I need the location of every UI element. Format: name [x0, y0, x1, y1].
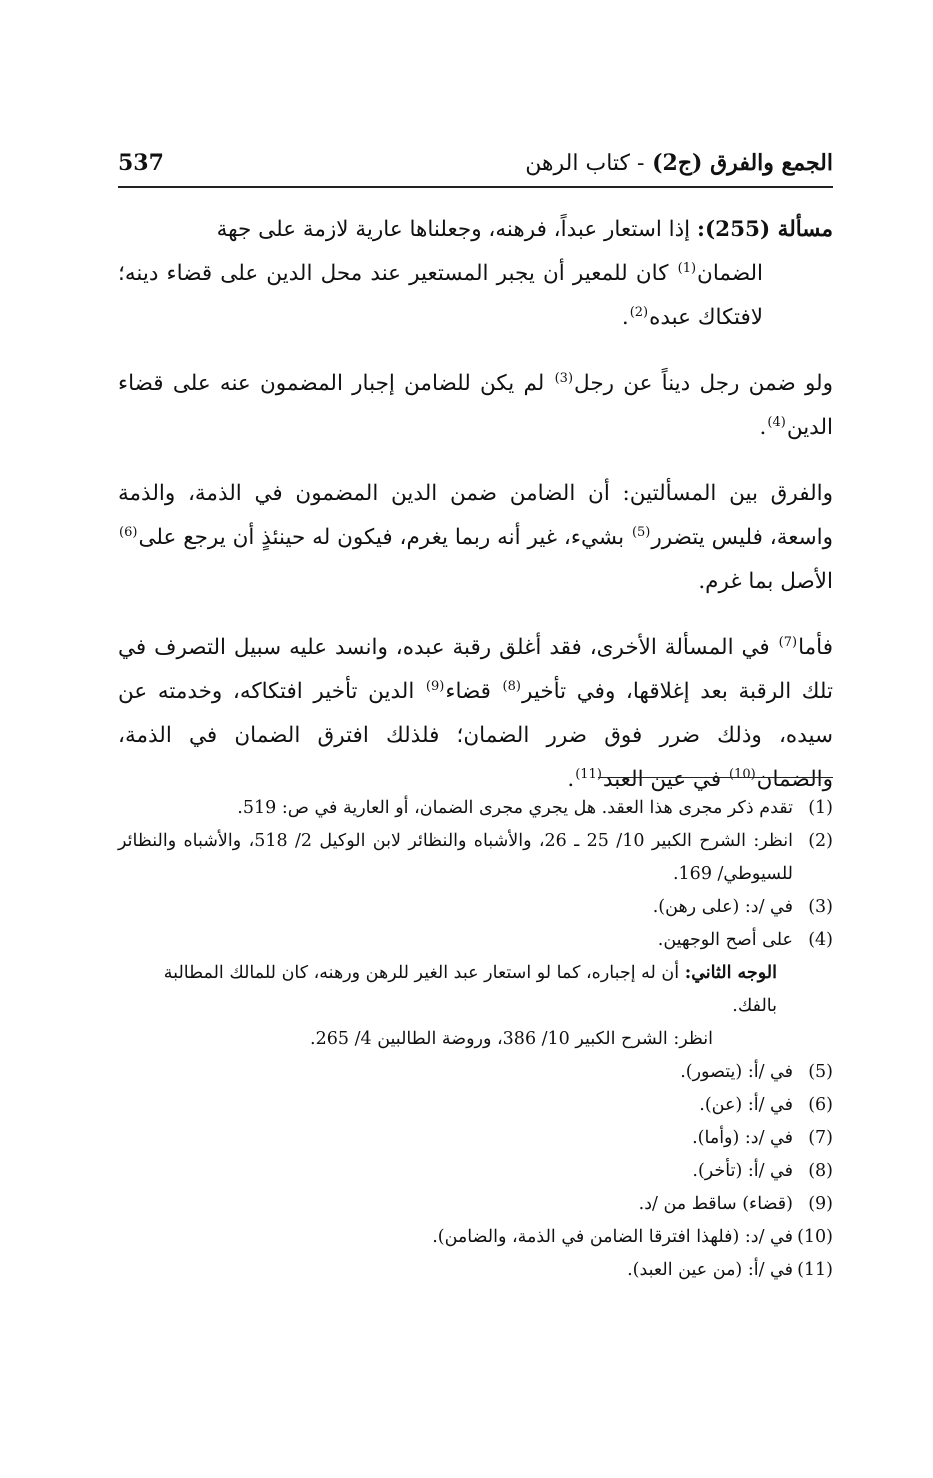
issue-continuation	[118, 252, 833, 340]
footnote-text: على أصح الوجهين.	[657, 930, 793, 950]
text-segment: لم يكن للضامن إجبار المضمون عنه على قضاء	[118, 371, 545, 396]
footnote-text: في /أ: (يتصور).	[680, 1062, 793, 1082]
footnote-text: (قضاء) ساقط من /د.	[638, 1194, 793, 1214]
paragraph-difference	[118, 472, 833, 604]
footnote-number: (10)	[797, 1227, 833, 1247]
footnote-ref: (7)	[778, 634, 798, 650]
footnote-number: (6)	[808, 1095, 833, 1115]
footnote-ref: (3)	[554, 370, 574, 386]
footnote-item	[118, 1122, 833, 1155]
footnote-label: الوجه الثاني:	[684, 963, 777, 983]
footnote-item	[118, 1188, 833, 1221]
footnote-text: في /د: (فلهذا افترقا الضامن في الذمة، والضامن).	[432, 1227, 793, 1247]
footnote-ref: (1)	[677, 260, 697, 276]
footnote-text: في /أ: (عن).	[699, 1095, 793, 1115]
footnote-text: تقدم ذكر مجرى هذا العقد. هل يجري مجرى الضمان، أو العارية في ص: 519.	[237, 798, 793, 818]
footnote-continuation	[118, 957, 833, 1056]
text-segment: .	[621, 305, 629, 330]
footnote-number: (5)	[808, 1062, 833, 1082]
footnote-text: في /د: (على رهن).	[652, 897, 793, 917]
footnote-item	[118, 1056, 833, 1089]
footnote-item	[118, 1155, 833, 1188]
text-segment: قضاء	[445, 679, 491, 704]
running-title	[525, 150, 833, 176]
footnote-ref: (8)	[502, 678, 521, 694]
footnote-text: في /أ: (من عين العبد).	[627, 1260, 793, 1280]
text-segment: الدين تأخير افتكاكه، وخدمته	[157, 679, 415, 704]
page-header	[118, 148, 833, 188]
text-segment: واسعة، فليس يتضرر	[651, 525, 833, 550]
footnote-ref: (6)	[119, 524, 138, 540]
footnote-item	[118, 1221, 833, 1254]
footnote-text-segment: أن له إجباره، كما لو استعار عبد الغير للرهن ورهنه، كان للمالك المطالبة بالفك.	[163, 963, 777, 1016]
footnote-text: انظر: الشرح الكبير 10/ 386، وروضة الطالبين 4/ 265.	[310, 1029, 713, 1049]
main-text	[118, 208, 833, 824]
footnote-item	[118, 792, 833, 825]
footnote-number: (11)	[797, 1260, 833, 1280]
chapter-title: - كتاب الرهن	[525, 151, 645, 176]
text-segment: في تلك الرقبة بعد إغلاقها، وفي تأخير	[118, 635, 833, 704]
footnotes	[118, 792, 833, 1287]
footnote-ref: (11)	[575, 766, 602, 782]
footnote-item	[118, 1254, 833, 1287]
paragraph-guarantee	[118, 362, 833, 450]
text-segment: ولو ضمن رجل ديناً عن رجل	[574, 371, 833, 396]
footnote-ref: (10)	[728, 766, 756, 782]
footnote-number: (3)	[808, 897, 833, 917]
text-segment: في عين العبد	[602, 767, 722, 792]
footnote-text	[118, 957, 777, 1023]
text-segment: عن سيده، وذلك ضرر فوق ضرر الضمان؛ فلذلك افترق الضمان في الذمة،	[118, 679, 833, 748]
footnote-number: (9)	[808, 1194, 833, 1214]
text-segment: لافتكاك عبده	[649, 305, 763, 330]
paragraph-other-issue	[118, 626, 833, 802]
footnote-item	[118, 891, 833, 924]
footnote-item	[118, 825, 833, 891]
book-title: الجمع والفرق (ج2)	[652, 150, 833, 176]
footnote-ref: (4)	[767, 414, 786, 430]
footnote-number: (1)	[808, 798, 833, 818]
footnote-text: انظر: الشرح الكبير 10/ 25 ـ 26، والأشباه والنظائر لابن الوكيل 2/ 518، والأشباه والنظائر للسيوطي/ 169.	[118, 831, 793, 884]
footnote-ref: (5)	[631, 524, 651, 540]
issue-label: مسألة (255):	[697, 217, 833, 242]
text-segment: كان للمعير أن يجبر المستعير عند محل الدين على قضاء دينه؛	[118, 261, 669, 286]
footnote-text: في /د: (وأما).	[692, 1128, 793, 1148]
footnote-ref: (2)	[629, 304, 649, 320]
text-segment: إذا استعار عبداً، فرهنه، وجعلناها عارية لازمة على جهة	[216, 217, 691, 242]
issue-paragraph	[118, 208, 833, 340]
footnote-number: (8)	[808, 1161, 833, 1181]
footnote-number: (7)	[808, 1128, 833, 1148]
text-segment: .	[759, 415, 767, 440]
text-segment: الأصل بما غرم.	[698, 569, 833, 594]
footnote-text: في /أ: (تأخر).	[692, 1161, 793, 1181]
text-segment: الدين	[786, 415, 833, 440]
footnote-number: (2)	[808, 831, 833, 851]
text-segment: .	[567, 767, 575, 792]
text-segment: والفرق بين المسألتين: أن الضامن ضمن الدين المضمون في الذمة، والذمة	[118, 481, 833, 506]
footnote-ref: (9)	[425, 678, 445, 694]
text-segment: في المسألة الأخرى، فقد أغلق رقبة عبده، وانسد عليه سبيل التصرف	[154, 635, 770, 660]
text-segment: الضمان	[697, 261, 763, 286]
text-segment: والضمان	[756, 767, 833, 792]
footnote-separator	[598, 777, 833, 778]
page-number: 537	[118, 150, 164, 176]
footnote-number: (4)	[808, 930, 833, 950]
text-segment: على	[138, 525, 177, 550]
footnote-item	[118, 1089, 833, 1122]
text-segment: فأما	[798, 635, 833, 660]
text-segment: بشيء، غير أنه ربما يغرم، فيكون له حينئذٍ أن يرجع	[183, 525, 625, 550]
footnote-item	[118, 924, 833, 957]
